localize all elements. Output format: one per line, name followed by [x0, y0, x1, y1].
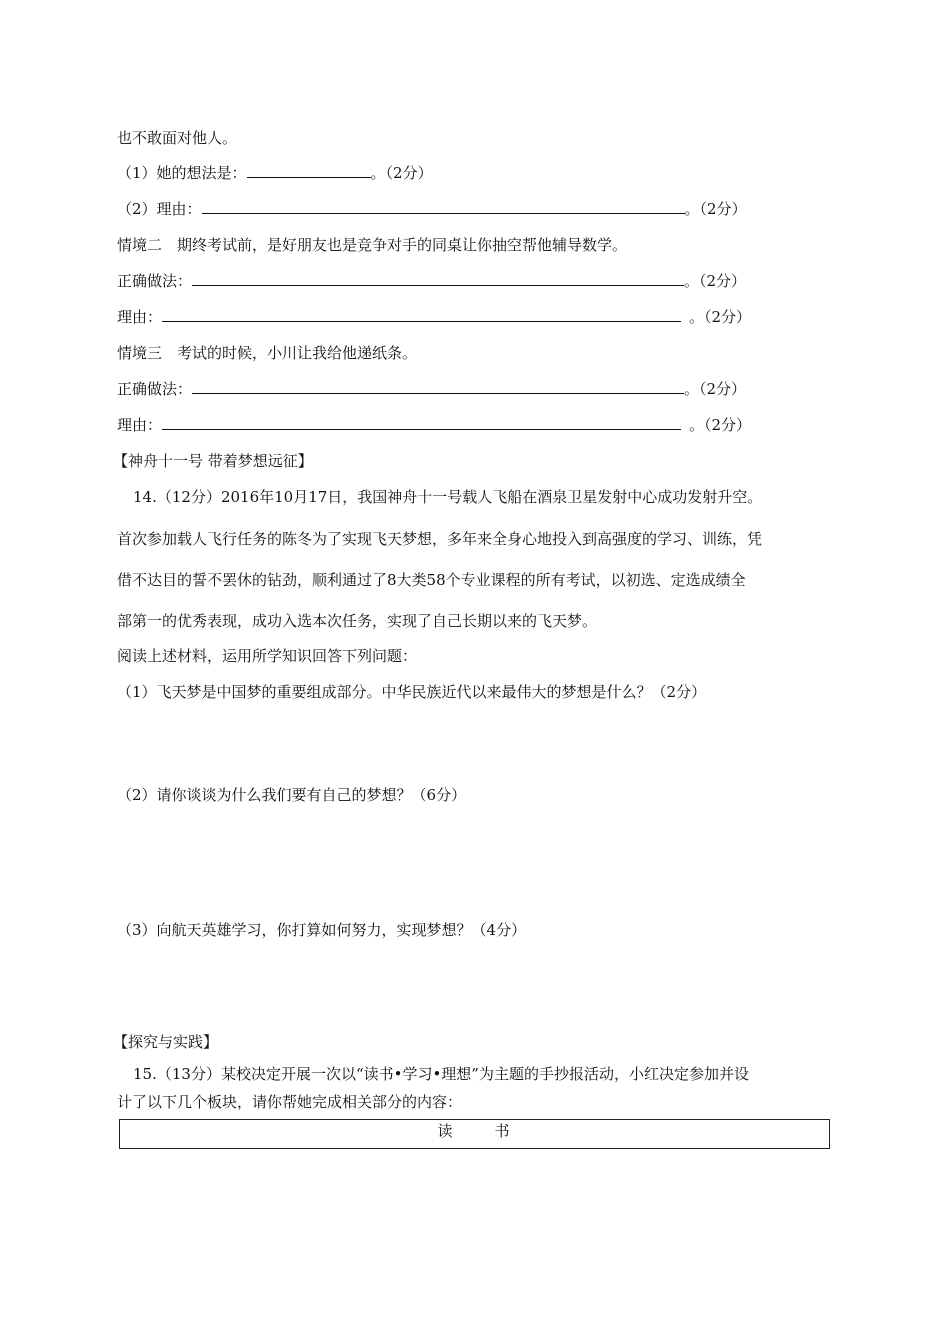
s2-action-label: 正确做法： [117, 272, 193, 290]
question-2-reason [117, 199, 747, 219]
q2-answer-blank[interactable] [202, 199, 685, 214]
s2-action-points: 。（2分） [684, 272, 747, 290]
q1-answer-blank[interactable] [247, 163, 371, 178]
section-14-question-2: （2）请你谈谈为什么我们要有自己的梦想？（6分） [117, 786, 467, 804]
section-14-paragraph-line-1: 14.（12分）2016年10月17日，我国神舟十一号载人飞船在酒泉卫星发射中心成功发射升空。 [133, 488, 763, 506]
scenario-2-reason [117, 307, 751, 327]
s2-reason-blank[interactable] [162, 307, 681, 322]
reading-section-box [119, 1119, 830, 1149]
scenario-3-reason [117, 415, 751, 435]
scenario-3-title: 情境三 考试的时候，小川让我给他递纸条。 [117, 344, 418, 362]
s3-reason-label: 理由： [117, 416, 163, 434]
s3-reason-points: 。（2分） [689, 416, 752, 434]
scenario-3-action [117, 379, 746, 399]
section-14-paragraph-line-4: 部第一的优秀表现，成功入选本次任务，实现了自己长期以来的飞天梦。 [117, 612, 598, 630]
s3-action-label: 正确做法： [117, 380, 193, 398]
q2-label: （2）理由： [117, 200, 202, 218]
section-14-question-3: （3）向航天英雄学习，你打算如何努力，实现梦想？（4分） [117, 921, 527, 939]
continued-text: 也不敢面对他人。 [117, 129, 238, 147]
scenario-2-action [117, 271, 746, 291]
s2-reason-label: 理由： [117, 308, 163, 326]
s3-action-points: 。（2分） [684, 380, 747, 398]
section-15-paragraph-line-1: 15.（13分）某校决定开展一次以“读书•学习•理想”为主题的手抄报活动，小红决定参加并设 [133, 1065, 749, 1083]
section-15-heading: 【探究与实践】 [113, 1033, 219, 1051]
s3-reason-blank[interactable] [162, 415, 681, 430]
section-15-paragraph-line-2: 计了以下几个板块，请你帮她完成相关部分的内容： [117, 1093, 463, 1111]
reading-section-title [417, 1120, 531, 1142]
reading-title-char-1: 读 [437, 1122, 455, 1140]
s2-reason-points: 。（2分） [689, 308, 752, 326]
section-14-paragraph-line-2: 首次参加载人飞行任务的陈冬为了实现飞天梦想，多年来全身心地投入到高强度的学习、训练，凭 [117, 530, 763, 548]
section-14-instruction: 阅读上述材料，运用所学知识回答下列问题： [117, 647, 418, 665]
reading-title-char-2: 书 [494, 1122, 512, 1140]
section-14-heading: 【神舟十一号 带着梦想远征】 [113, 452, 313, 470]
q1-label: （1）她的想法是： [117, 164, 247, 182]
q1-points: 。（2分） [370, 164, 433, 182]
section-14-question-1: （1）飞天梦是中国梦的重要组成部分。中华民族近代以来最伟大的梦想是什么？（2分） [117, 683, 707, 701]
q2-points: 。（2分） [684, 200, 747, 218]
section-14-paragraph-line-3: 借不达目的誓不罢休的钻劲，顺利通过了8大类58个专业课程的所有考试，以初选、定选成绩全 [117, 571, 746, 589]
scenario-2-title: 情境二 期终考试前，是好朋友也是竞争对手的同桌让你抽空帮他辅导数学。 [117, 236, 628, 254]
s2-action-blank[interactable] [192, 271, 684, 286]
question-1-thought [117, 163, 433, 183]
s3-action-blank[interactable] [192, 379, 684, 394]
